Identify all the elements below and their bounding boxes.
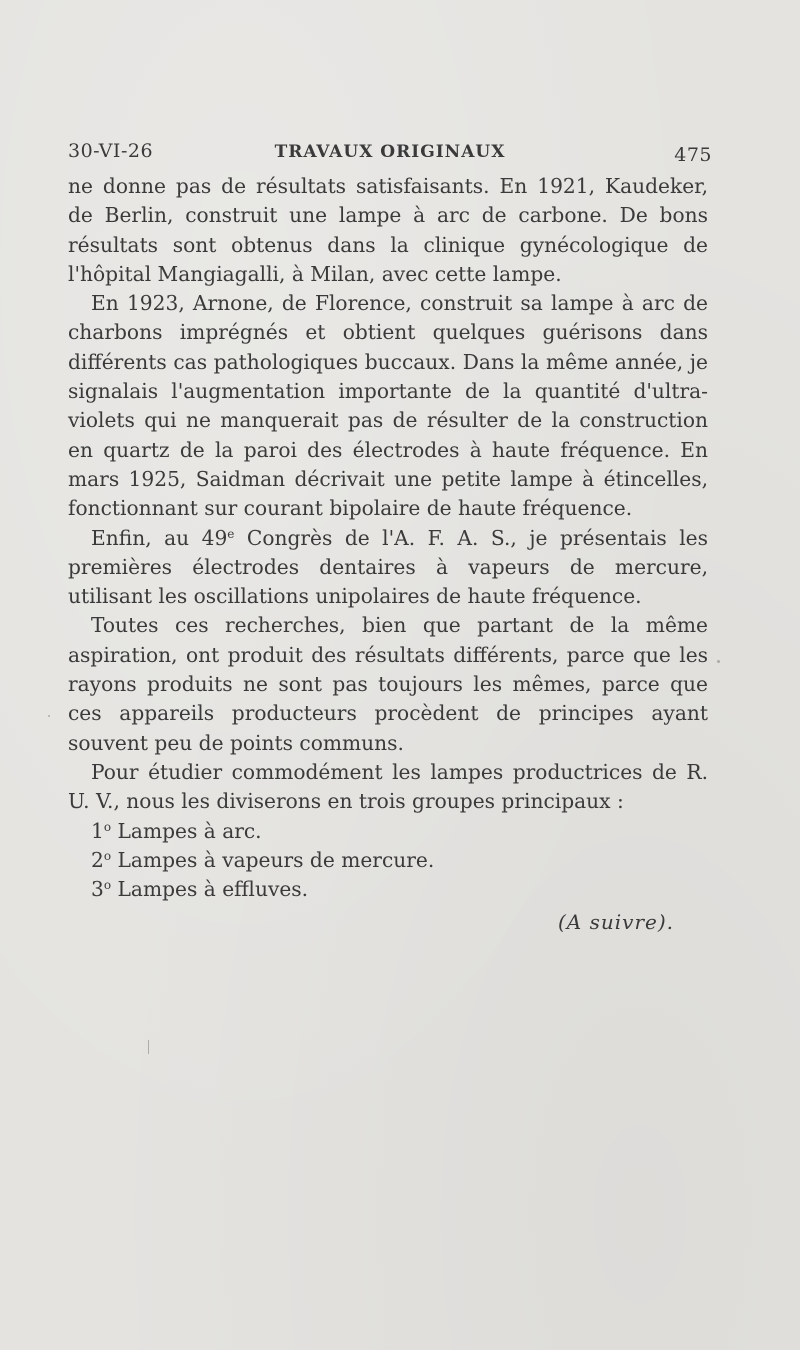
paragraph-continuation: ne donne pas de résultats satisfaisants. En 1921, Kaudeker, de Berlin, construit une lampe à arc de carbone. De bons résultats sont obtenus dans la clinique gynécologique de l'hôpital Mangiagalli, à Milan, avec cette lampe. bbox=[68, 174, 708, 286]
list-ordinal: o bbox=[103, 848, 112, 863]
paragraph-arnone: En 1923, Arnone, de Florence, construit sa lampe à arc de charbons imprégnés et obtient quelques guérisons dans différents cas pathologiques buccaux. Dans la même année, je signalais l'augmentation importante de la quantité d'ultra-violets qui ne manquerait pas de résulter de la construction en quartz de la paroi des électrodes à haute fréquence. En mars 1925, Saidman décrivait une petite lampe à étincelles, fonctionnant sur courant bipolaire de haute fréquence. bbox=[68, 291, 708, 521]
list-item bbox=[68, 846, 708, 875]
page-number: 475 bbox=[674, 144, 712, 166]
list-ordinal: o bbox=[103, 878, 112, 893]
list-ordinal: o bbox=[103, 819, 112, 834]
header-date: 30-VI-26 bbox=[68, 140, 154, 162]
list-item bbox=[68, 817, 708, 846]
list-number: 1 bbox=[91, 818, 104, 843]
paragraph-congres bbox=[68, 524, 708, 612]
paragraph-recherches: Toutes ces recherches, bien que partant de la même aspiration, ont produit des résultats différents, parce que les rayons produits ne sont pas toujours les mêmes, parce que ces appareils producteurs procèdent de principes ayant souvent peu de points communs. bbox=[68, 613, 708, 755]
ordinal-superscript: e bbox=[227, 526, 235, 541]
list-label: Lampes à effluves. bbox=[111, 877, 309, 902]
paper-speck bbox=[717, 660, 720, 663]
paragraph-groupes: Pour étudier commodément les lampes productrices de R. U. V., nous les diviserons en trois groupes principaux : bbox=[68, 759, 708, 814]
header-title: TRAVAUX ORIGINAUX bbox=[274, 142, 506, 162]
paper-speck bbox=[148, 1040, 149, 1054]
list-item bbox=[68, 875, 708, 904]
list-number: 2 bbox=[91, 847, 104, 872]
running-head bbox=[68, 140, 712, 170]
list-label: Lampes à vapeurs de mercure. bbox=[111, 847, 435, 872]
list-number: 3 bbox=[91, 877, 104, 902]
paper-speck bbox=[48, 715, 50, 717]
paragraph-congres-rest: Congrès de l'A. F. A. S., je présentais les premières électrodes dentaires à vapeurs de mercure, utilisant les oscillations unipolaires de haute fréquence. bbox=[68, 525, 708, 609]
list-label: Lampes à arc. bbox=[111, 818, 262, 843]
paragraph-congres-start: Enfin, au 49 bbox=[91, 525, 228, 550]
continuation-note: (A suivre). bbox=[558, 910, 674, 934]
body-text bbox=[68, 172, 708, 904]
